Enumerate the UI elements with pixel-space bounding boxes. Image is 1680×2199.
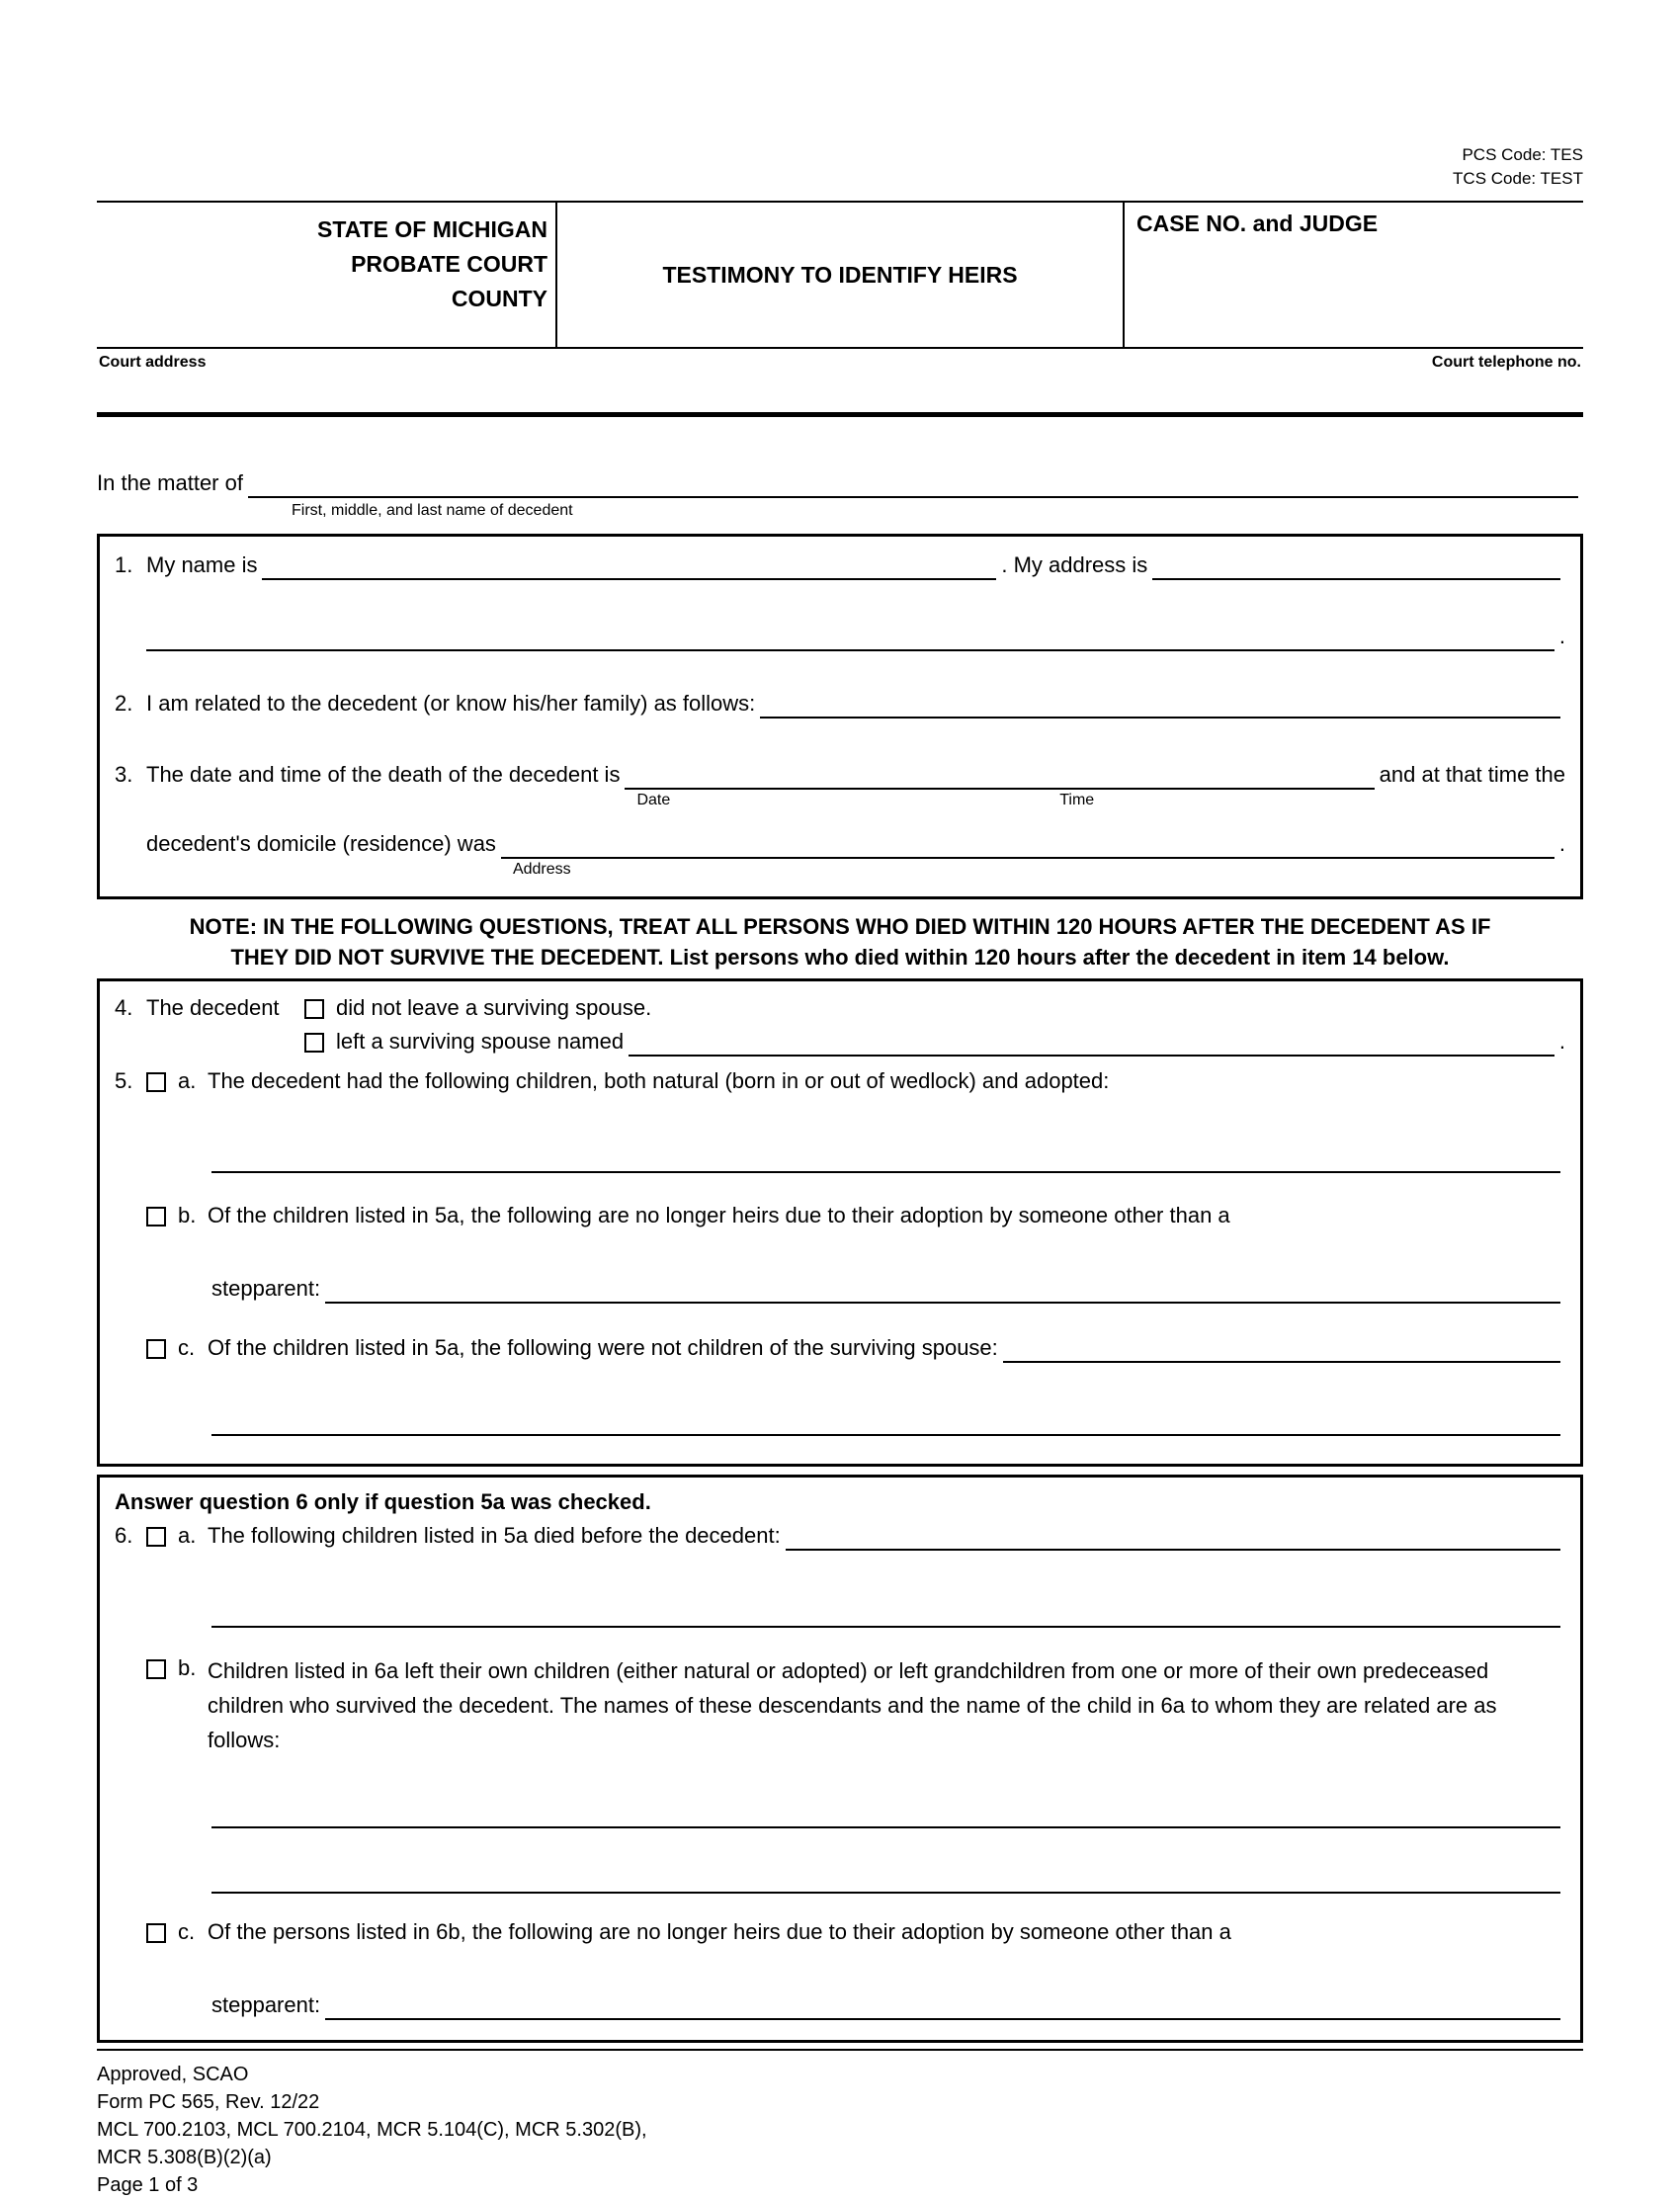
not-children-5c-field2[interactable]	[211, 1406, 1560, 1436]
note-block	[97, 911, 1583, 973]
death-date-label: The date and time of the death of the decedent is	[146, 762, 621, 787]
court-telephone-label: Court telephone no.	[1431, 354, 1581, 371]
item3-number: 3.	[115, 762, 133, 787]
my-address-field[interactable]	[1152, 550, 1560, 580]
citations-line1: MCL 700.2103, MCL 700.2104, MCR 5.104(C), MCR 5.302(B),	[97, 2119, 647, 2141]
footer-divider	[97, 2049, 1583, 2051]
not-children-5c-field[interactable]	[1003, 1333, 1560, 1363]
died-before-6a-field2[interactable]	[211, 1598, 1560, 1628]
my-name-field[interactable]	[262, 550, 996, 580]
domicile-label: decedent's domicile (residence) was	[146, 831, 496, 856]
note-line1: NOTE: IN THE FOLLOWING QUESTIONS, TREAT ALL PERSONS WHO DIED WITHIN 120 HOURS AFTER THE DECEDENT AS IF	[189, 914, 1491, 939]
header-divider	[97, 412, 1583, 417]
my-name-label: My name is	[146, 552, 258, 577]
letter-5a: a.	[178, 1068, 197, 1093]
item5-number: 5.	[115, 1068, 133, 1093]
header-table	[97, 201, 1583, 349]
domicile-field[interactable]	[501, 829, 1554, 878]
checkbox-5c[interactable]	[146, 1339, 166, 1359]
in-the-matter-row	[97, 468, 1583, 498]
item3-period: .	[1558, 831, 1565, 856]
relationship-field[interactable]	[760, 689, 1560, 719]
my-address-label: . My address is	[1001, 552, 1148, 577]
decedent-name-sublabel: First, middle, and last name of decedent	[292, 502, 573, 519]
stepparent-6c-label: stepparent:	[211, 1992, 321, 2017]
court-address-label: Court address	[99, 354, 207, 371]
checkbox-5a[interactable]	[146, 1072, 166, 1092]
died-before-6a-field[interactable]	[786, 1521, 1560, 1551]
children-5a-label: The decedent had the following children, both natural (born in or out of wedlock) and adopted:	[208, 1068, 1110, 1093]
form-number-label: Form PC 565, Rev. 12/22	[97, 2091, 320, 2113]
question6-section-box	[97, 1475, 1583, 2043]
descendants-6b-label: Children listed in 6a left their own children (either natural or adopted) or left grandchildren from one or more of their own predeceased children who survived the decedent. The names of these descendants and the name of the child in 6a to whom they are related are as follows:	[208, 1658, 1497, 1752]
probate-court-label: PROBATE COURT	[351, 251, 547, 277]
checkbox-no-spouse[interactable]	[304, 999, 324, 1019]
item6-number: 6.	[115, 1523, 133, 1548]
letter-6b: b.	[178, 1655, 197, 1680]
form-footer	[97, 2061, 1583, 2199]
note-line2: THEY DID NOT SURVIVE THE DECEDENT. List persons who died within 120 hours after the decedent in item 14 below.	[230, 945, 1450, 970]
died-before-6a-label: The following children listed in 5a died before the decedent:	[208, 1523, 781, 1548]
letter-5b: b.	[178, 1203, 197, 1227]
decedent-name-field[interactable]	[248, 468, 1578, 498]
form-codes	[97, 143, 1583, 191]
and-at-that-time-label: and at that time the	[1379, 762, 1565, 787]
court-name-block	[97, 203, 555, 347]
spouse-children-section-box	[97, 978, 1583, 1467]
item1-period: .	[1558, 624, 1565, 648]
no-spouse-label: did not leave a surviving spouse.	[336, 995, 652, 1020]
related-label: I am related to the decedent (or know his/her family) as follows:	[146, 691, 756, 716]
identity-section-box	[97, 534, 1583, 899]
letter-5c: c.	[178, 1335, 196, 1360]
spouse-named-label: left a surviving spouse named	[336, 1029, 625, 1054]
letter-6c: c.	[178, 1919, 196, 1944]
adopted-5b-label: Of the children listed in 5a, the following are no longer heirs due to their adoption by someone other than a	[208, 1203, 1230, 1227]
time-sublabel: Time	[1059, 792, 1095, 808]
approved-scao-label: Approved, SCAO	[97, 2064, 249, 2085]
checkbox-6a[interactable]	[146, 1527, 166, 1547]
pcs-code-label: PCS Code: TES	[1462, 145, 1583, 164]
state-of-michigan-label: STATE OF MICHIGAN	[317, 216, 547, 242]
children-5a-field[interactable]	[211, 1143, 1560, 1173]
death-date-time-field[interactable]	[625, 760, 1374, 808]
item2-number: 2.	[115, 691, 133, 716]
adopted-6c-label: Of the persons listed in 6b, the following are no longer heirs due to their adoption by someone other than a	[208, 1919, 1231, 1944]
address-sublabel: Address	[512, 861, 571, 878]
item1-number: 1.	[115, 552, 133, 577]
spouse-name-field[interactable]	[629, 1027, 1554, 1057]
checkbox-spouse[interactable]	[304, 1033, 324, 1053]
stepparent-5b-field[interactable]	[325, 1274, 1560, 1304]
tcs-code-label: TCS Code: TEST	[1453, 169, 1583, 188]
case-no-judge-label[interactable]: CASE NO. and JUDGE	[1136, 211, 1379, 236]
item4-number: 4.	[115, 995, 133, 1020]
stepparent-5b-label: stepparent:	[211, 1276, 321, 1301]
item4-period: .	[1558, 1029, 1565, 1054]
checkbox-6b[interactable]	[146, 1659, 166, 1679]
form-title: TESTIMONY TO IDENTIFY HEIRS	[555, 203, 1125, 347]
citations-line2: MCR 5.308(B)(2)(a)	[97, 2147, 272, 2168]
court-info-row	[97, 349, 1583, 412]
address-continuation-field[interactable]	[146, 622, 1554, 651]
stepparent-6c-field[interactable]	[325, 1990, 1560, 2020]
the-decedent-label: The decedent	[146, 995, 280, 1020]
in-the-matter-label: In the matter of	[97, 470, 243, 495]
letter-6a: a.	[178, 1523, 197, 1548]
descendants-6b-field1[interactable]	[211, 1799, 1560, 1828]
question6-instruction: Answer question 6 only if question 5a was checked.	[115, 1489, 651, 1514]
date-sublabel: Date	[636, 792, 671, 808]
page-number-label: Page 1 of 3	[97, 2174, 199, 2196]
county-label: COUNTY	[451, 286, 547, 311]
not-children-5c-label: Of the children listed in 5a, the following were not children of the surviving spouse:	[208, 1335, 998, 1360]
descendants-6b-field2[interactable]	[211, 1864, 1560, 1894]
checkbox-5b[interactable]	[146, 1207, 166, 1226]
checkbox-6c[interactable]	[146, 1923, 166, 1943]
